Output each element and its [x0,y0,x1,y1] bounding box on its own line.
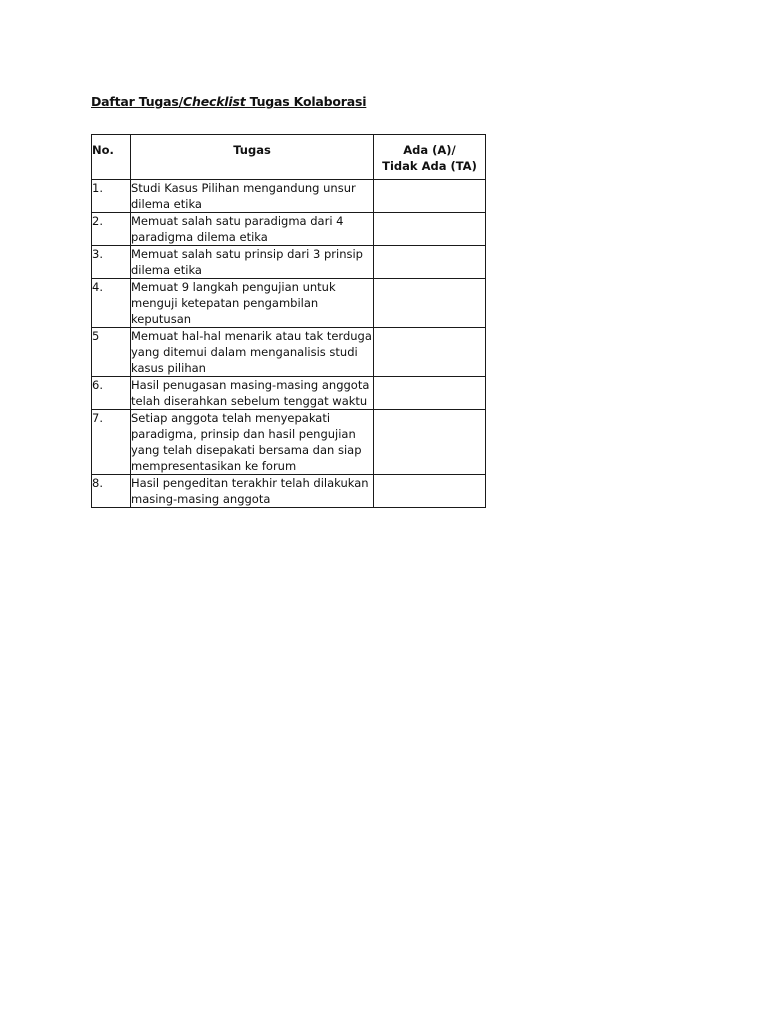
row-status-cell[interactable] [374,180,486,213]
header-row [92,135,486,180]
row-number: 1. [92,180,131,213]
checklist-table-body [92,180,486,508]
row-task: Memuat salah satu paradigma dari 4 paradigma dilema etika [131,213,374,246]
row-status-cell[interactable] [374,475,486,508]
table-row [92,246,486,279]
row-status-cell[interactable] [374,213,486,246]
row-status-cell[interactable] [374,410,486,475]
table-row [92,377,486,410]
table-row [92,475,486,508]
row-status-cell[interactable] [374,377,486,410]
row-task: Memuat 9 langkah pengujian untuk menguji ketepatan pengambilan keputusan [131,279,374,328]
document-title [91,94,366,109]
table-row [92,279,486,328]
table-row [92,328,486,377]
checklist-table [91,134,486,508]
row-task: Memuat hal-hal menarik atau tak terduga yang ditemui dalam menganalisis studi kasus pilihan [131,329,372,375]
table-row [92,213,486,246]
header-status-line-1: Ada (A)/ [403,143,456,157]
table-row [92,180,486,213]
row-status-cell[interactable] [374,328,486,377]
row-task: Setiap anggota telah menyepakati paradigma, prinsip dan hasil pengujian yang telah disepakati bersama dan siap mempresentasikan ke forum [131,410,374,475]
row-task: Hasil pengeditan terakhir telah dilakukan masing-masing anggota [131,475,374,508]
title-part-2-italic: Checklist [183,94,246,109]
row-task: Studi Kasus Pilihan mengandung unsur dilema etika [131,180,374,213]
row-status-cell[interactable] [374,246,486,279]
row-number: 8. [92,475,131,508]
header-no: No. [92,135,131,180]
row-number: 3. [92,246,131,279]
checklist-table-header [92,135,486,180]
table-row [92,410,486,475]
header-status [374,135,486,180]
row-number: 7. [92,410,131,475]
row-number: 4. [92,279,131,328]
row-number: 2. [92,213,131,246]
row-number: 6. [92,377,131,410]
header-task: Tugas [131,135,374,180]
title-part-1: Daftar Tugas/ [91,94,184,109]
header-status-line-2: Tidak Ada (TA) [382,159,477,173]
row-number: 5 [92,328,131,377]
row-task: Hasil penugasan masing-masing anggota telah diserahkan sebelum tenggat waktu [131,377,374,410]
title-part-3: Tugas Kolaborasi [245,94,367,109]
row-status-cell[interactable] [374,279,486,328]
row-task: Memuat salah satu prinsip dari 3 prinsip dilema etika [131,246,374,279]
